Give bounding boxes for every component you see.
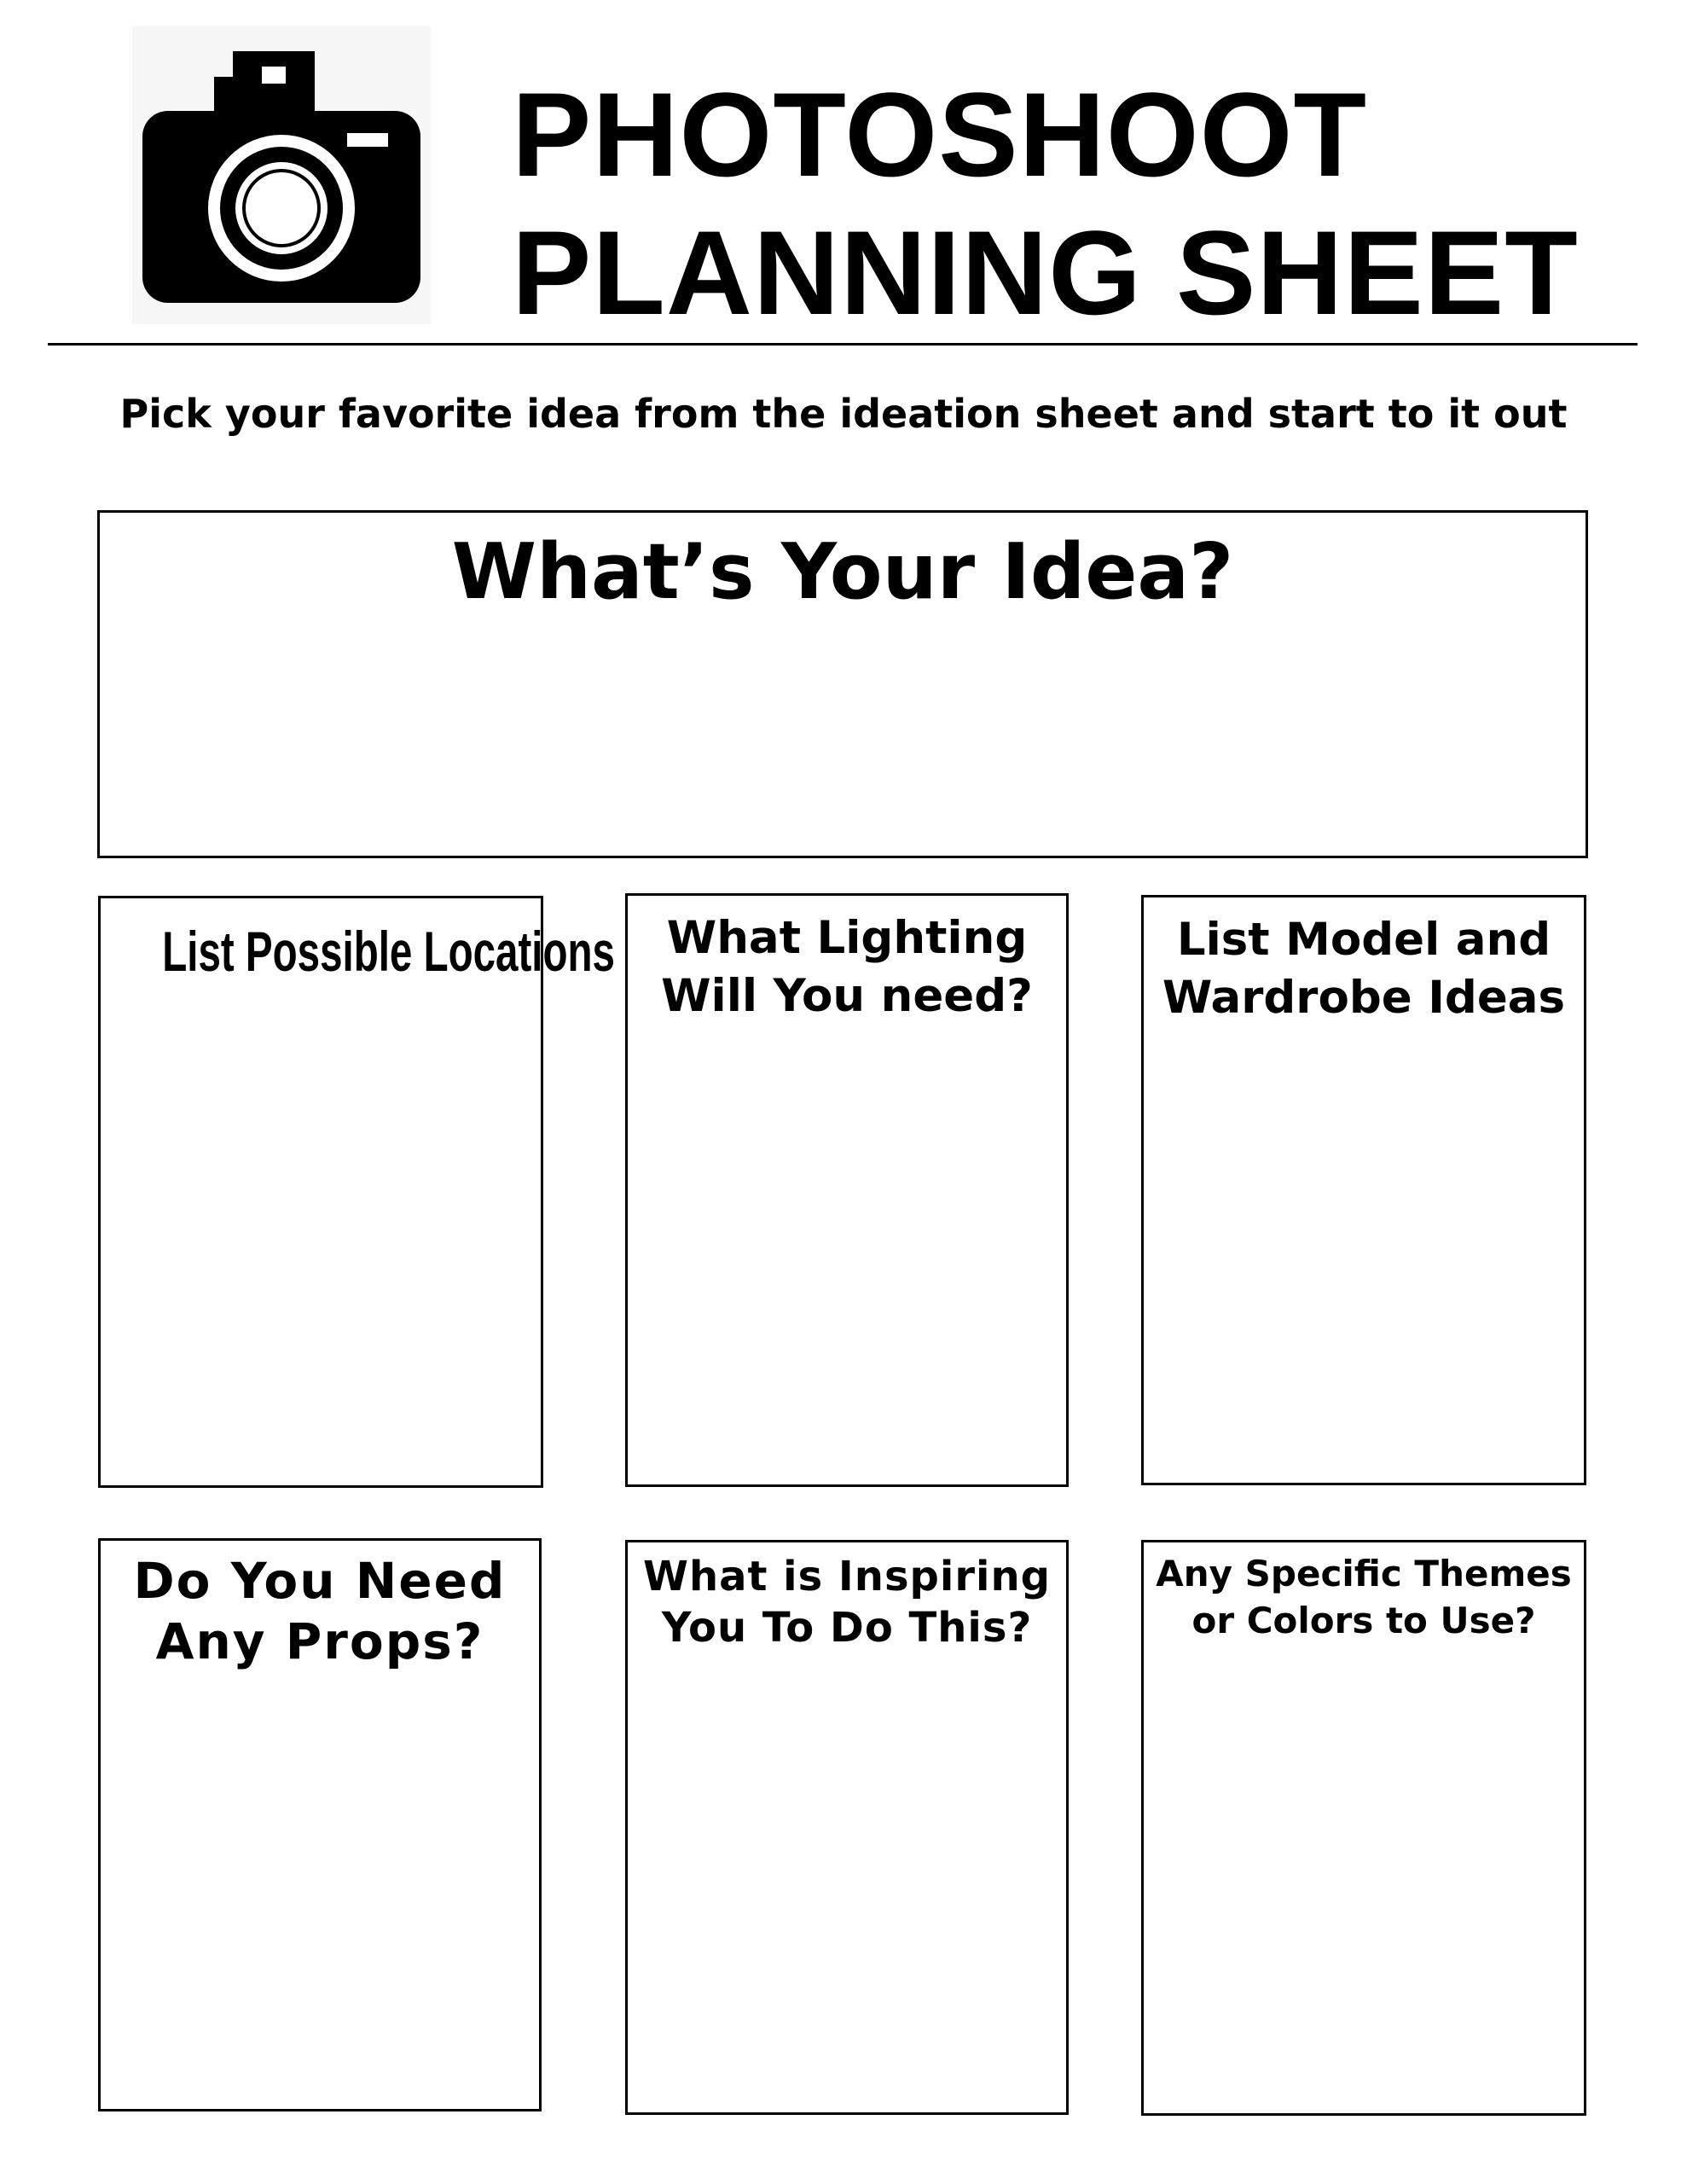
lighting-box-label: What Lighting Will You need? <box>661 912 1033 1022</box>
themes-colors-box-label: Any Specific Themes or Colors to Use? <box>1156 1553 1572 1641</box>
inspiration-box[interactable] <box>625 1540 1069 2115</box>
themes-colors-box[interactable] <box>1141 1540 1586 2116</box>
locations-box[interactable] <box>98 896 615 1488</box>
inspiration-box-label: What is Inspiring You To Do This? <box>643 1553 1051 1652</box>
page-title-line-2: PLANNING SHEET <box>512 206 1579 340</box>
camera-icon <box>132 26 431 324</box>
props-box-label: Do You Need Any Props? <box>133 1552 507 1670</box>
header-divider <box>48 343 1638 346</box>
model-wardrobe-box[interactable] <box>1141 895 1586 1485</box>
page-title-line-1: PHOTOSHOOT <box>512 67 1368 201</box>
model-wardrobe-box-label: List Model and Wardrobe Ideas <box>1162 914 1566 1024</box>
props-box[interactable] <box>98 1538 542 2111</box>
idea-box[interactable] <box>97 510 1588 858</box>
lighting-box[interactable] <box>625 893 1069 1487</box>
instruction-text: Pick your favorite idea from the ideation sheet and start to it out <box>119 391 1568 437</box>
locations-box-label: List Possible Locations <box>162 920 615 983</box>
idea-box-label: What’s Your Idea? <box>451 527 1234 617</box>
